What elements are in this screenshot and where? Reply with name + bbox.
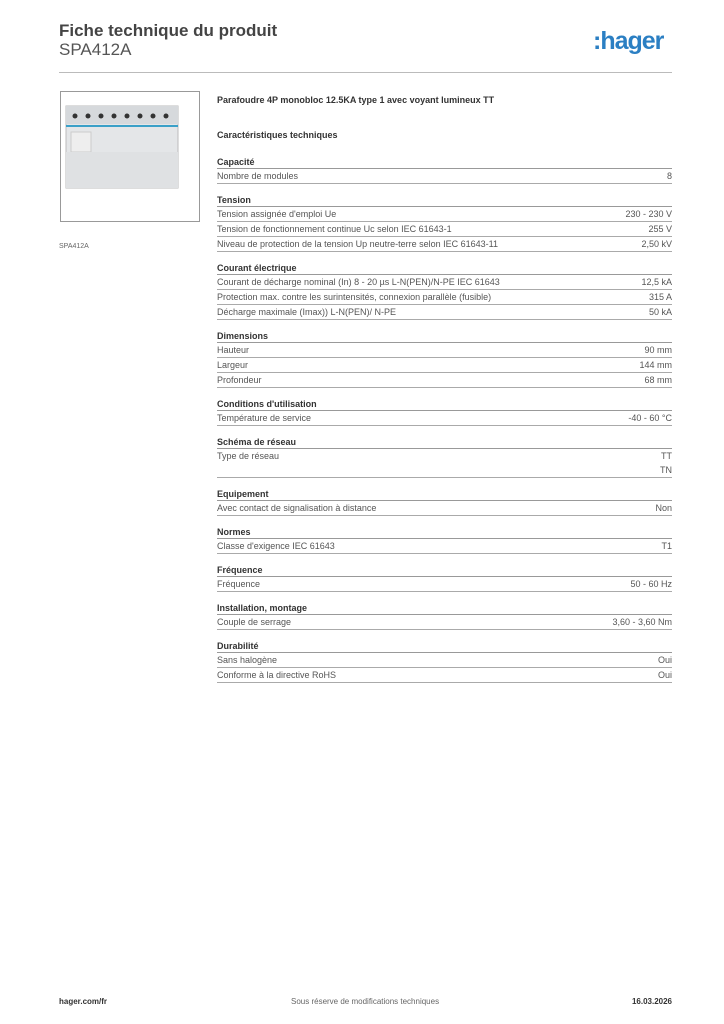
spec-value: -40 - 60 °C xyxy=(628,413,672,423)
spec-label: Type de réseau xyxy=(217,451,280,461)
spec-row xyxy=(217,207,672,222)
spec-label: Courant de décharge nominal (In) 8 - 20 µs L-N(PEN)/N-PE IEC 61643 xyxy=(217,277,500,287)
spec-sections xyxy=(217,155,672,683)
spec-label: Classe d'exigence IEC 61643 xyxy=(217,541,335,551)
spec-row xyxy=(217,653,672,668)
spec-value: Non xyxy=(655,503,672,513)
spec-value: T1 xyxy=(661,541,672,551)
spec-section xyxy=(217,193,672,252)
spec-label: Couple de serrage xyxy=(217,617,292,627)
section-title: Equipement xyxy=(217,487,672,501)
spec-label: Tension assignée d'emploi Ue xyxy=(217,209,337,219)
section-title: Installation, montage xyxy=(217,601,672,615)
footer-website[interactable]: hager.com/fr xyxy=(59,997,108,1006)
page-title: Fiche technique du produit xyxy=(59,21,278,40)
spec-row xyxy=(217,169,672,184)
spec-label: Profondeur xyxy=(217,375,262,385)
spec-row xyxy=(217,501,672,516)
spec-section xyxy=(217,435,672,478)
spec-row xyxy=(217,275,672,290)
spec-label: Nombre de modules xyxy=(217,171,299,181)
spec-value: Oui xyxy=(657,655,672,665)
spec-row xyxy=(217,305,672,320)
spec-section xyxy=(217,563,672,592)
product-image xyxy=(60,91,200,222)
spec-content xyxy=(217,95,672,692)
hager-logo: :hager xyxy=(593,27,664,55)
spec-section xyxy=(217,397,672,426)
spec-row xyxy=(217,290,672,305)
spec-row xyxy=(217,577,672,592)
spec-section xyxy=(217,601,672,630)
spec-value: 8 xyxy=(666,171,672,181)
spec-row xyxy=(217,237,672,252)
spec-row xyxy=(217,449,672,478)
spec-row xyxy=(217,411,672,426)
spec-value: 255 V xyxy=(648,224,672,234)
spec-value: 50 kA xyxy=(648,307,672,317)
spec-section xyxy=(217,525,672,554)
spec-label: Sans halogène xyxy=(217,655,278,665)
section-title: Dimensions xyxy=(217,329,672,343)
section-title: Durabilité xyxy=(217,639,672,653)
spec-row xyxy=(217,358,672,373)
spec-value: TT TN xyxy=(660,451,672,475)
image-caption: SPA412A xyxy=(59,243,89,250)
spec-section xyxy=(217,329,672,388)
spec-label: Fréquence xyxy=(217,579,261,589)
spec-label: Décharge maximale (Imax)) L-N(PEN)/ N-PE xyxy=(217,307,397,317)
spec-label: Largeur xyxy=(217,360,249,370)
spec-label: Hauteur xyxy=(217,345,250,355)
spec-value: 12,5 kA xyxy=(641,277,672,287)
spec-value: 90 mm xyxy=(644,345,672,355)
spec-label: Niveau de protection de la tension Up neutre-terre selon IEC 61643-11 xyxy=(217,239,499,249)
spec-section xyxy=(217,155,672,184)
footer-date: 16.03.2026 xyxy=(631,997,672,1006)
section-title: Courant électrique xyxy=(217,261,672,275)
spec-value: 50 - 60 Hz xyxy=(630,579,672,589)
spec-section xyxy=(217,261,672,320)
footer-notice: Sous réserve de modifications techniques xyxy=(291,997,440,1006)
spec-section xyxy=(217,487,672,516)
section-title: Schéma de réseau xyxy=(217,435,672,449)
spec-label: Protection max. contre les surintensités, connexion parallèle (fusible) xyxy=(217,292,492,302)
spec-value: 68 mm xyxy=(644,375,672,385)
spec-row xyxy=(217,539,672,554)
spec-label: Avec contact de signalisation à distance xyxy=(217,503,377,513)
spec-value: Oui xyxy=(657,670,672,680)
spec-value: 2,50 kV xyxy=(641,239,672,249)
product-description: Parafoudre 4P monobloc 12.5KA type 1 avec voyant lumineux TT xyxy=(217,95,495,105)
spec-value: 3,60 - 3,60 Nm xyxy=(612,617,672,627)
spec-value: 230 - 230 V xyxy=(625,209,672,219)
spec-label: Température de service xyxy=(217,413,312,423)
spec-label: Tension de fonctionnement continue Uc selon IEC 61643-1 xyxy=(217,224,452,234)
characteristics-heading: Caractéristiques techniques xyxy=(217,130,338,140)
section-title: Capacité xyxy=(217,155,672,169)
header-divider xyxy=(59,72,672,73)
spec-row xyxy=(217,343,672,358)
section-title: Normes xyxy=(217,525,672,539)
section-title: Tension xyxy=(217,193,672,207)
spec-value: 315 A xyxy=(648,292,672,302)
spec-row xyxy=(217,222,672,237)
spec-row xyxy=(217,615,672,630)
product-reference: SPA412A xyxy=(59,40,132,59)
spec-label: Conforme à la directive RoHS xyxy=(217,670,337,680)
spec-row xyxy=(217,668,672,683)
section-title: Conditions d'utilisation xyxy=(217,397,672,411)
spec-value: 144 mm xyxy=(639,360,672,370)
spec-row xyxy=(217,373,672,388)
spec-section xyxy=(217,639,672,683)
section-title: Fréquence xyxy=(217,563,672,577)
